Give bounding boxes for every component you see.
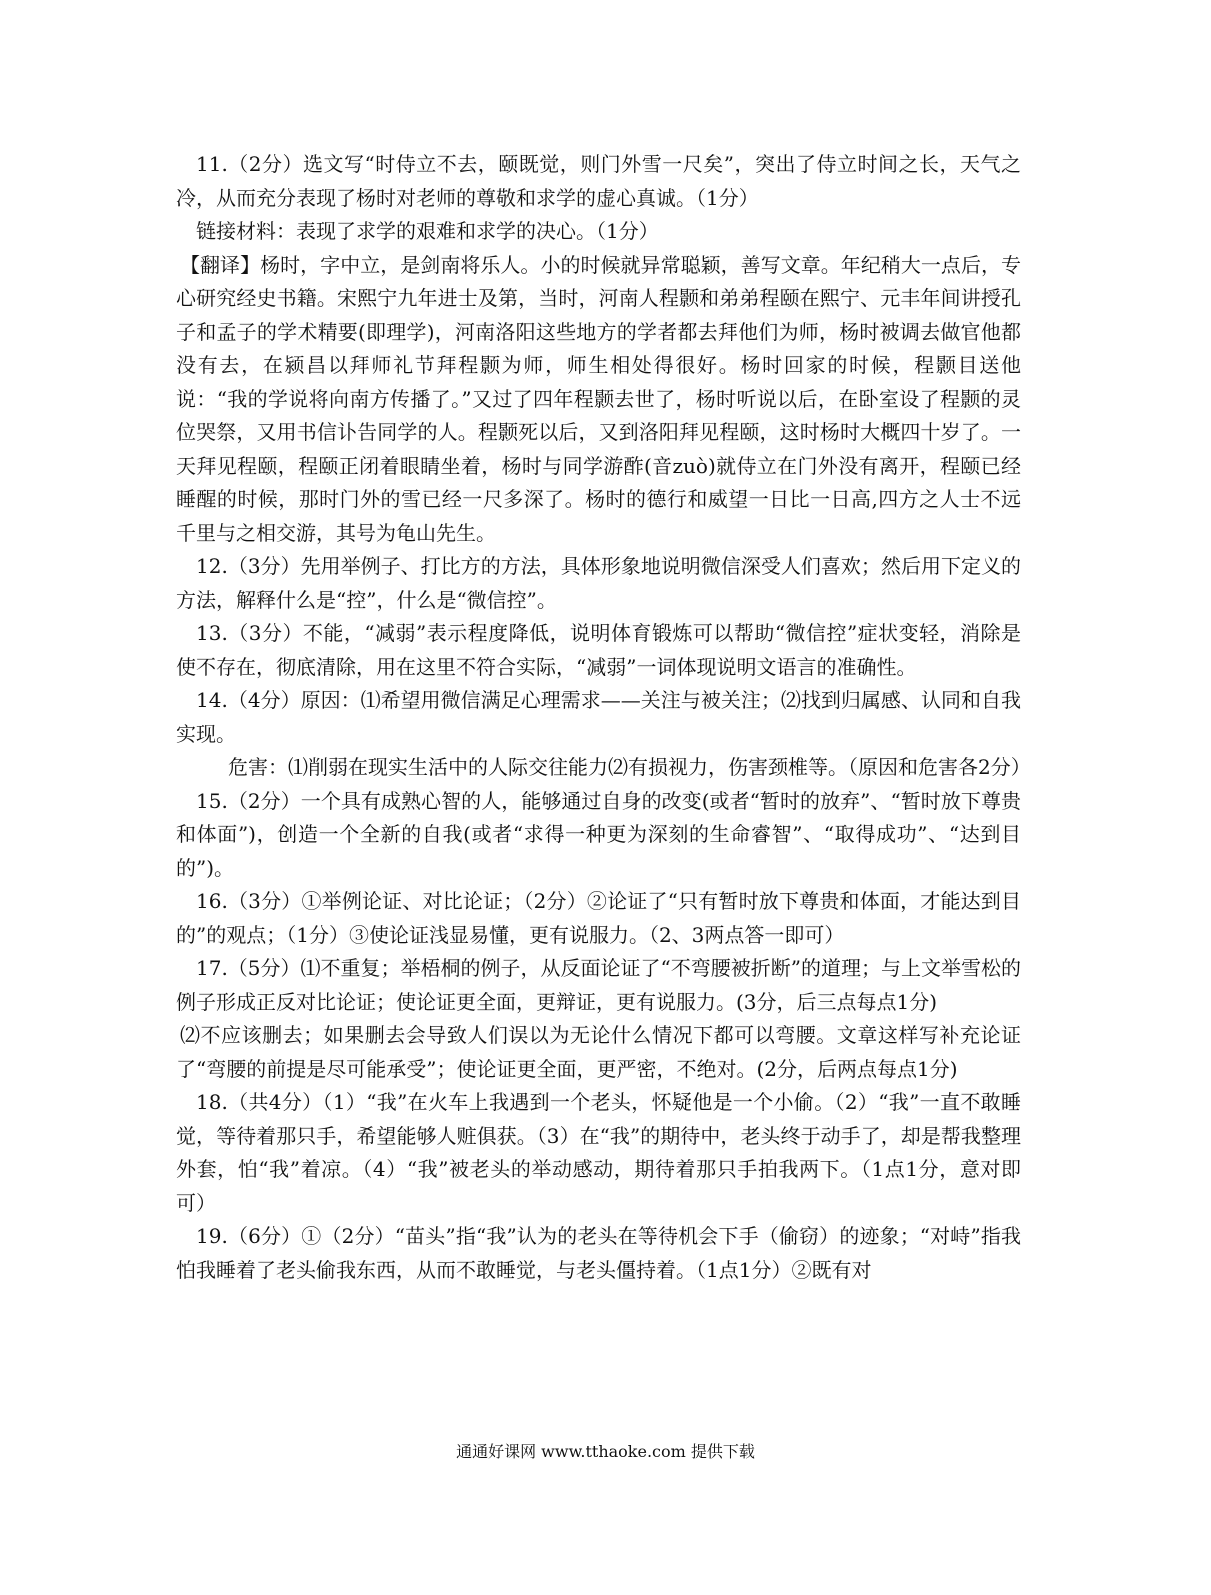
answer-14-harm: 危害：⑴削弱在现实生活中的人际交往能力⑵有损视力，伤害颈椎等。（原因和危害各2分） bbox=[228, 755, 1031, 779]
answer-12: 12.（3分）先用举例子、打比方的方法，具体形象地说明微信深受人们喜欢；然后用下定义的方法，解释什么是“控”，什么是“微信控”。 bbox=[176, 554, 1021, 612]
answer-15: 15.（2分）一个具有成熟心智的人，能够通过自身的改变(或者“暂时的放弃”、“暂时放下尊贵 和体面”)，创造一个全新的自我(或者“求得一种更为深刻的生命睿智”、“取得成功”、“达到目的”)。 bbox=[176, 788, 1048, 880]
answer-14-cause: 14.（4分）原因：⑴希望用微信满足心理需求——关注与被关注；⑵找到归属感、认同和自我实现。 bbox=[176, 688, 1021, 746]
answer-11: 11.（2分）选文写“时侍立不去，颐既觉，则门外雪一尺矣”，突出了侍立时间之长，天气之冷，从而充分表现了杨时对老师的尊敬和求学的虚心真诚。（1分） bbox=[176, 152, 1021, 210]
answer-19: 19.（6分）①（2分）“苗头”指“我”认为的老头在等待机会下手（偷窃）的迹象；“对峙”指我怕我睡着了老头偷我东西，从而不敢睡觉，与老头僵持着。（1点1分）②既有对 bbox=[176, 1224, 1021, 1282]
answer-11-link-material: 链接材料：表现了求学的艰难和求学的决心。（1分） bbox=[196, 219, 659, 243]
answer-18: 18.（共4分）（1）“我”在火车上我遇到一个老头，怀疑他是一个小偷。（2）“我”一直不敢睡觉，等待着那只手，希望能够人赃俱获。（3）在“我”的期待中，老头终于动手了，却是帮我整理外套，怕“我”着凉。（4）“我”被老头的举动感动，期待着那只手拍我两下。（1点1分，意对即可） bbox=[176, 1090, 1021, 1215]
page-footer: 通通好课网 www.tthaoke.com 提供下载 bbox=[456, 1442, 755, 1461]
answer-13: 13.（3分）不能，“减弱”表示程度降低，说明体育锻炼可以帮助“微信控”症状变轻，消除是使不存在，彻底清除，用在这里不符合实际，“减弱”一词体现说明文语言的准确性。 bbox=[176, 621, 1021, 679]
answer-17-part1: 17.（5分）⑴不重复；举梧桐的例子，从反面论证了“不弯腰被折断”的道理；与上文举雪松的例子形成正反对比论证；使论证更全面，更辩证，更有说服力。(3分，后三点每点1分) bbox=[176, 956, 1021, 1014]
document-body bbox=[176, 148, 1048, 1287]
translation-paragraph: 【翻译】杨时，字中立，是剑南将乐人。小的时候就异常聪颖，善写文章。年纪稍大一点后，专心研究经史书籍。宋熙宁九年进士及第，当时，河南人程颢和弟弟程颐在熙宁、元丰年间讲授孔子和孟子的学术精要(即理学)，河南洛阳这些地方的学者都去拜他们为师，杨时被调去做官他都没有去，在颍昌以拜师礼节拜程颢为师，师生相处得很好。杨时回家的时候，程颢目送他说：“我的学说将向南方传播了。”又过了四年程颢去世了，杨时听说以后，在卧室设了程颢的灵位哭祭，又用书信讣告同学的人。程颢死以后，又到洛阳拜见程颐，这时杨时大概四十岁了。一天拜见程颐，程颐正闭着眼睛坐着，杨时与同学游酢(音zuò)就侍立在门外没有离开，程颐已经睡醒的时候，那时门外的雪已经一尺多深了。杨时的德行和威望一日比一日高,四方之人士不远千里与之相交游，其号为龟山先生。 bbox=[176, 252, 1021, 545]
answer-17-part2: ⑵不应该删去；如果删去会导致人们误以为无论什么情况下都可以弯腰。文章这样写补充论证了“弯腰的前提是尽可能承受”；使论证更全面，更严密，不绝对。(2分，后两点每点1分) bbox=[176, 1023, 1021, 1081]
answer-16: 16.（3分）①举例论证、对比论证；（2分）②论证了“只有暂时放下尊贵和体面，才能达到目的”的观点；（1分）③使论证浅显易懂，更有说服力。（2、3两点答一即可） bbox=[176, 889, 1021, 947]
